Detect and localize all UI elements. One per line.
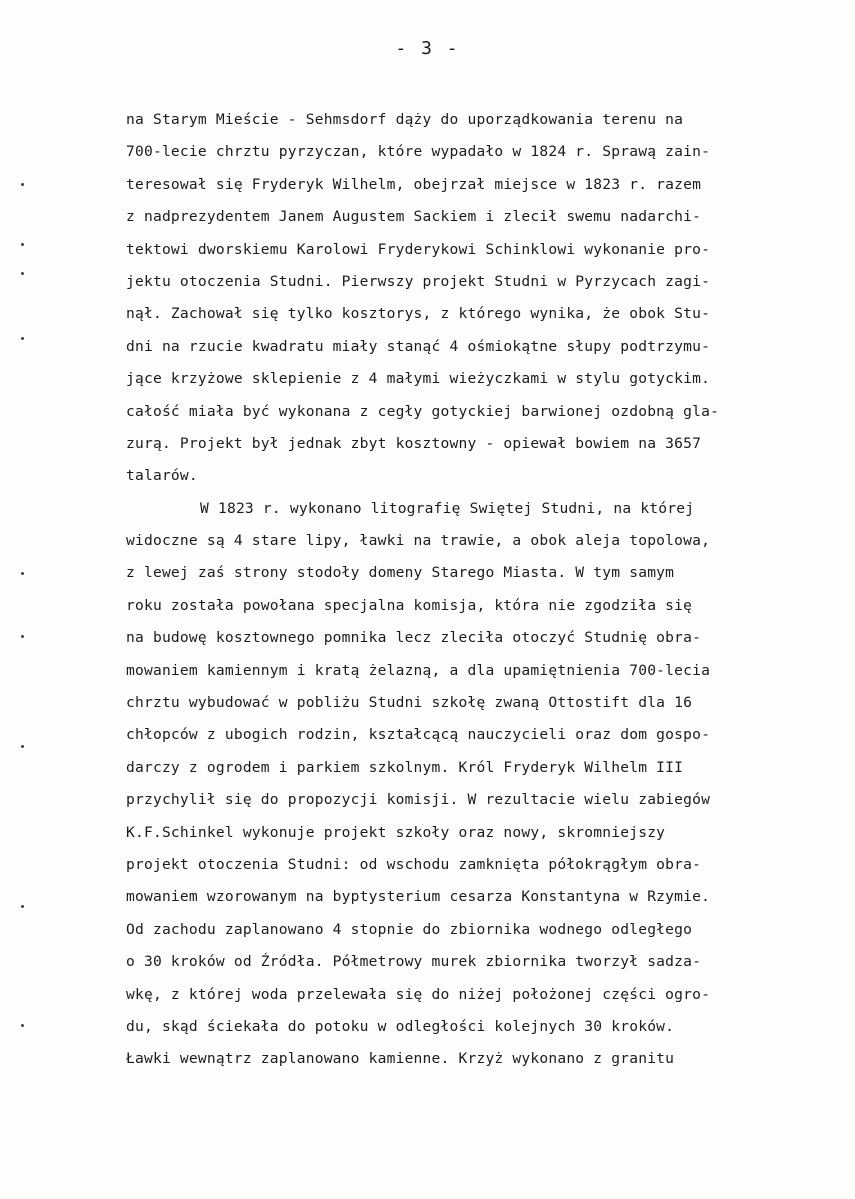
text-line: widoczne są 4 stare lipy, ławki na trawie, a obok aleja topolowa, [126,532,711,550]
margin-mark [21,337,24,340]
margin-mark [21,272,24,275]
text-line: talarów. [126,467,198,485]
text-line: na Starym Mieście - Sehmsdorf dąży do uporządkowania terenu na [126,111,684,128]
text-line: całość miała być wykonana z cegły gotyckiej barwionej ozdobną gla- [126,402,720,420]
text-line: roku została powołana specjalna komisja, która nie zgodziła się [126,596,693,614]
text-line: Ławki wewnątrz zaplanowano kamienne. Krzyż wykonano z granitu [126,1050,675,1068]
text-line: K.F.Schinkel wykonuje projekt szkoły oraz nowy, skromniejszy [126,823,666,841]
page-number: - 3 - [395,38,460,59]
text-line: dni na rzucie kwadratu miały stanąć 4 ośmiokątne słupy podtrzymu- [126,337,711,355]
text-line: projekt otoczenia Studni: od wschodu zamknięta półokrągłym obra- [126,855,702,873]
body-text [126,104,846,1076]
text-line: mowaniem wzorowanym na byptysterium cesarza Konstantyna w Rzymie. [126,888,711,906]
margin-mark [21,1024,24,1027]
text-line: darczy z ogrodem i parkiem szkolnym. Król Fryderyk Wilhelm III [126,758,684,776]
text-line: przychylił się do propozycji komisji. W rezultacie wielu zabiegów [126,791,711,809]
margin-mark [21,572,24,575]
text-line: nął. Zachował się tylko kosztorys, z którego wynika, że obok Stu- [126,305,711,323]
text-line: na budowę kosztownego pomnika lecz zleciła otoczyć Studnię obra- [126,629,702,647]
margin-mark [21,243,24,246]
margin-mark [21,635,24,638]
margin-mark [21,745,24,748]
text-line: teresował się Fryderyk Wilhelm, obejrzał miejsce w 1823 r. razem [126,175,702,193]
text-line: chłopców z ubogich rodzin, kształcącą nauczycieli oraz dom gospo- [126,726,711,744]
text-line: jektu otoczenia Studni. Pierwszy projekt Studni w Pyrzycach zagi- [126,272,711,290]
text-line: zurą. Projekt był jednak zbyt kosztowny - opiewał bowiem na 3657 [126,434,702,452]
text-line: o 30 kroków od Źródła. Półmetrowy murek zbiornika tworzył sadza- [126,953,702,971]
margin-mark [21,183,24,186]
text-line: z lewej zaś strony stodoły domeny Starego Miasta. W tym samym [126,564,675,582]
text-line: wkę, z której woda przelewała się do niżej położonej części ogro- [126,985,711,1003]
text-line: chrztu wybudować w pobliżu Studni szkołę zwaną Ottostift dla 16 [126,694,693,712]
text-line: tektowi dworskiemu Karolowi Fryderykowi Schinklowi wykonanie pro- [126,240,711,258]
text-line: 700-lecie chrztu pyrzyczan, które wypadało w 1824 r. Sprawą zain- [126,143,711,161]
text-line: du, skąd ściekała do potoku w odległości kolejnych 30 kroków. [126,1017,675,1035]
text-line: jące krzyżowe sklepienie z 4 małymi wieżyczkami w stylu gotyckim. [126,370,711,388]
text-line: mowaniem kamiennym i kratą żelazną, a dla upamiętnienia 700-lecia [126,661,711,679]
text-line: z nadprezydentem Janem Augustem Sackiem i zlecił swemu nadarchi- [126,208,702,226]
margin-mark [21,905,24,908]
text-line: Od zachodu zaplanowano 4 stopnie do zbiornika wodnego odległego [126,920,693,938]
paragraph-first-line: W 1823 r. wykonano litografię Swiętej Studni, na której [200,499,695,517]
